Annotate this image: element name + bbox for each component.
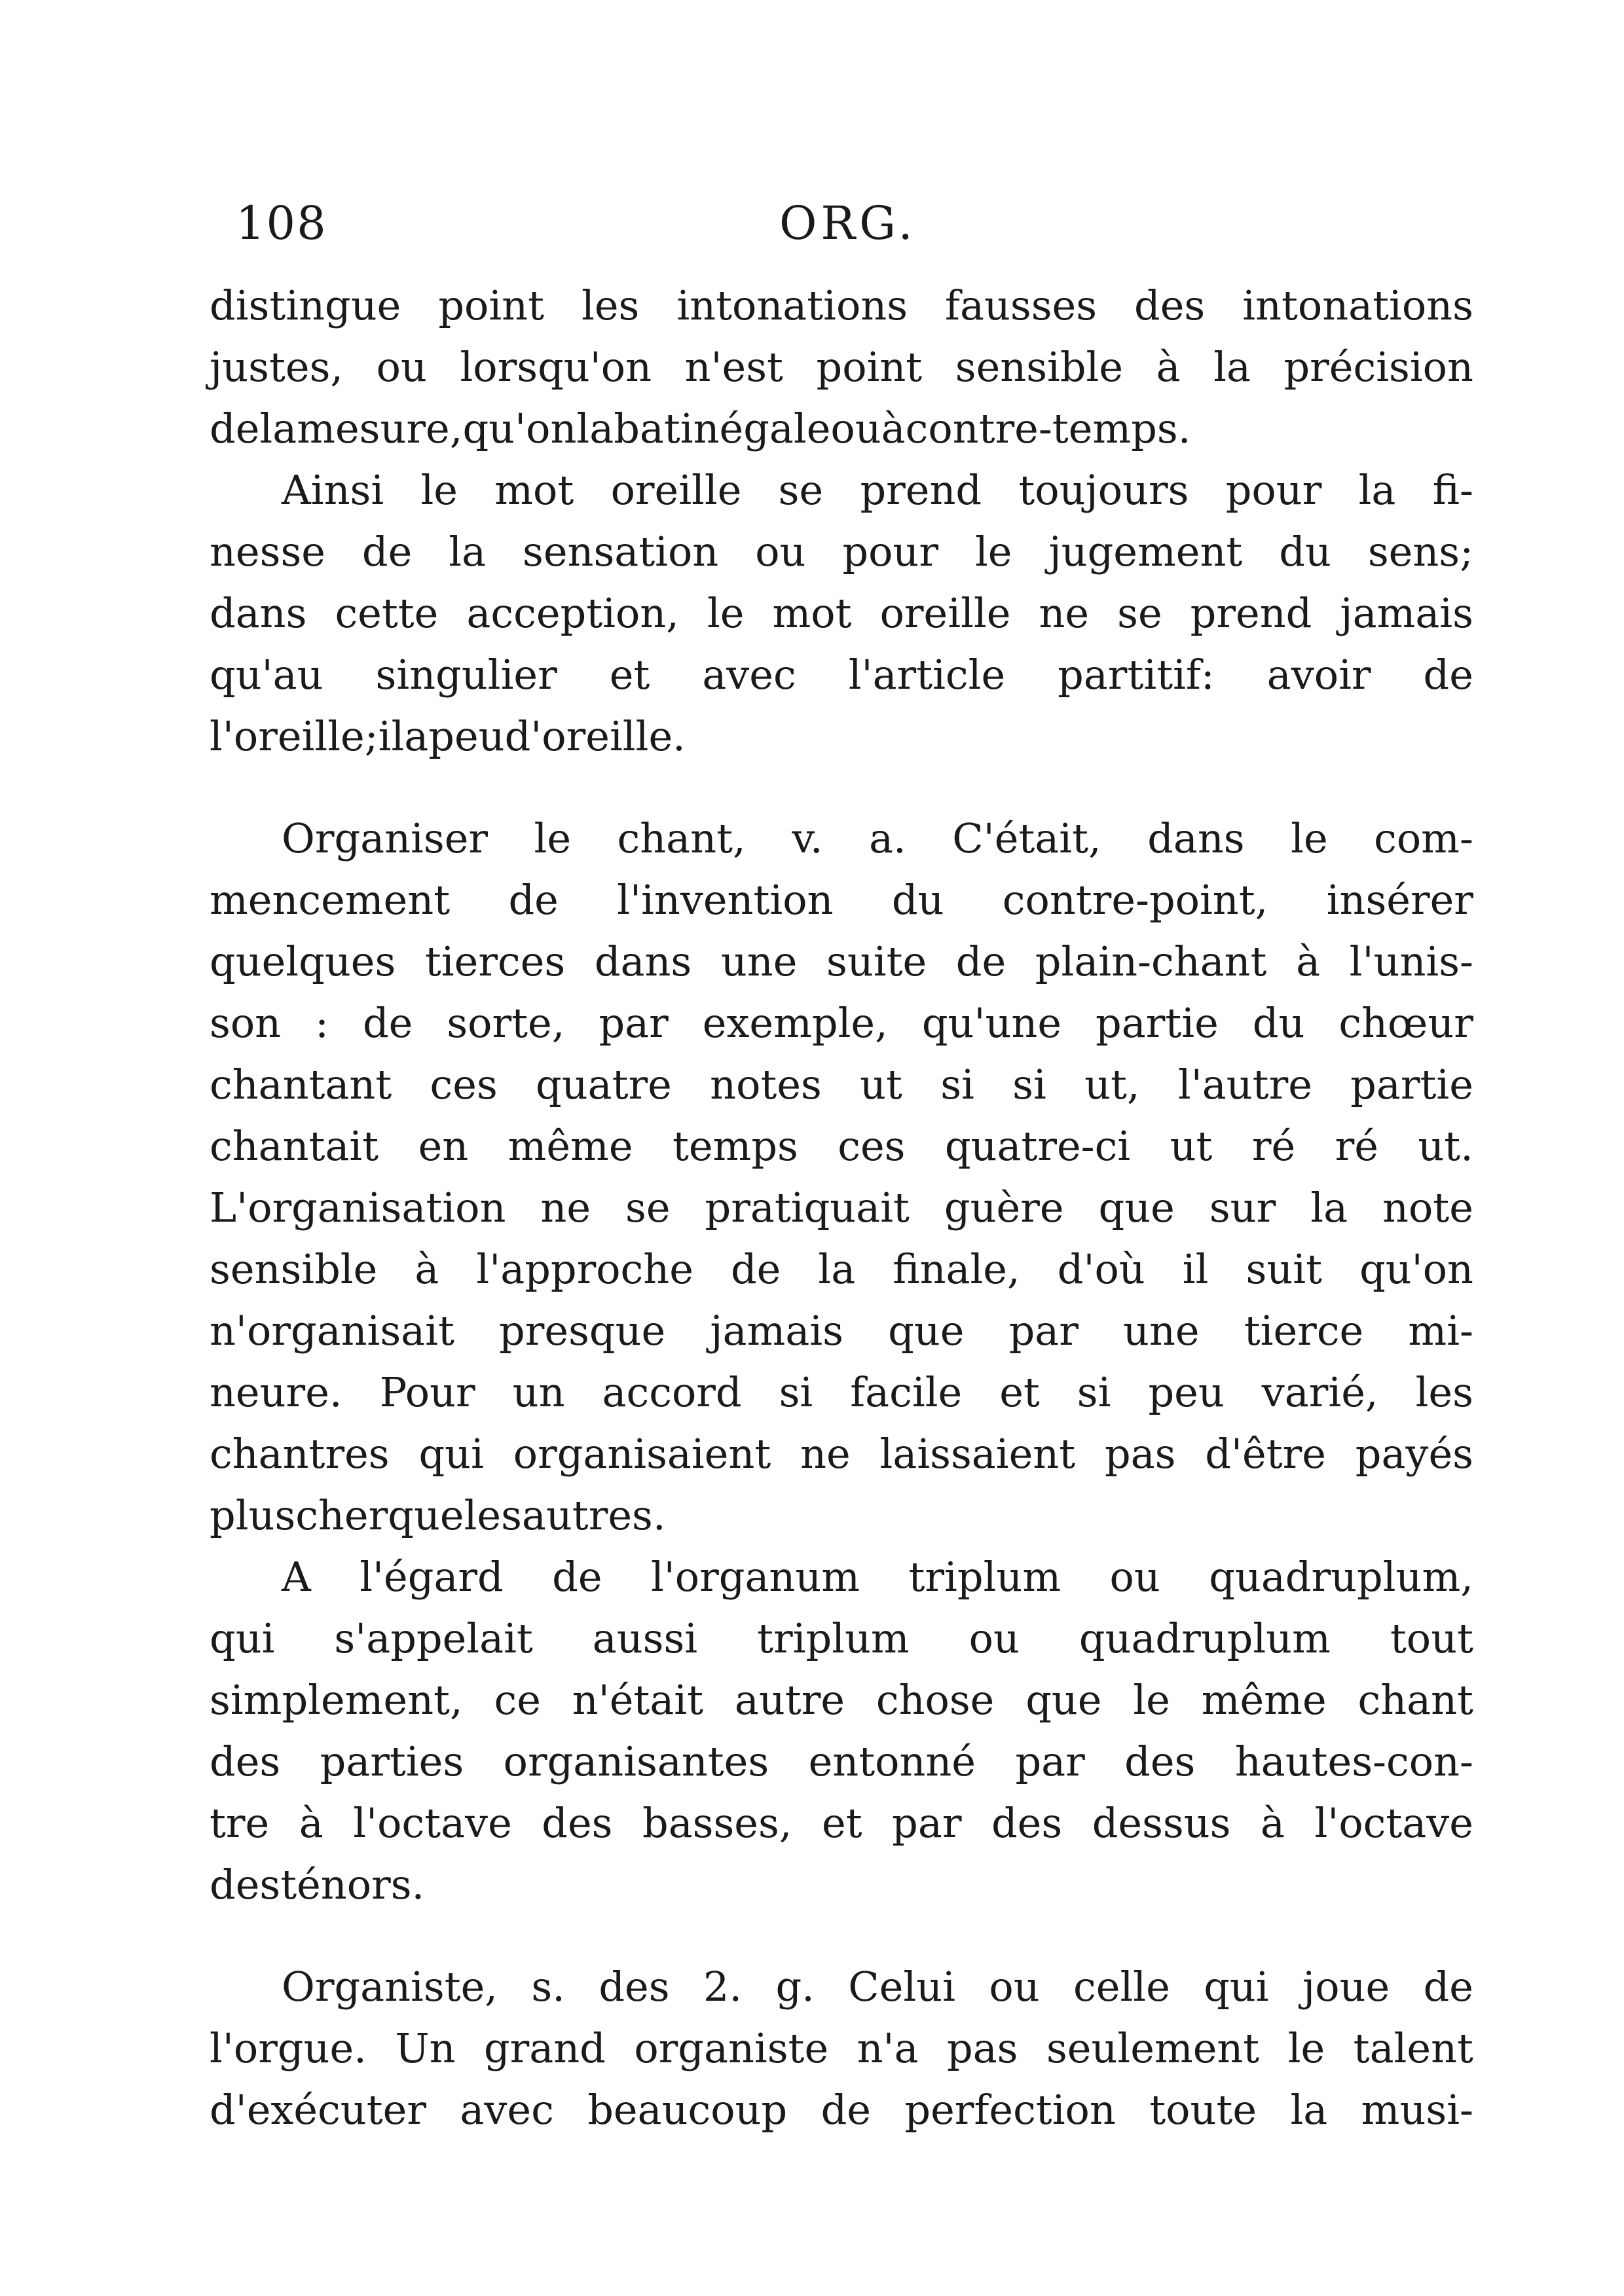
text-line — [210, 398, 1473, 460]
body-text — [210, 275, 1473, 2141]
word: si — [1077, 1368, 1111, 1416]
word: se — [778, 466, 824, 514]
text-line — [210, 1854, 1473, 1916]
word: quelques — [210, 938, 396, 985]
word: jamais — [710, 1307, 843, 1355]
word: la — [1290, 2086, 1328, 2134]
paragraph-oreille — [210, 460, 1473, 767]
word: de — [821, 2086, 871, 2134]
word: ce — [494, 1676, 541, 1724]
word: organisaient — [513, 1430, 771, 1478]
word: Un — [395, 2024, 456, 2072]
word: chantres — [210, 1430, 390, 1478]
word: par — [1008, 1307, 1079, 1355]
word: le — [420, 466, 458, 514]
word: de — [210, 405, 260, 452]
word: L'organisation — [210, 1184, 506, 1231]
word: se — [1117, 589, 1162, 637]
word: grand — [483, 2024, 606, 2072]
word: que — [388, 1491, 464, 1539]
word: à — [881, 405, 906, 452]
word: sensible — [955, 343, 1124, 391]
word: organisantes — [503, 1738, 769, 1785]
word: sensible — [210, 1245, 378, 1293]
word: toute — [1149, 2086, 1257, 2134]
word: qu'au — [210, 651, 323, 699]
word: même — [1201, 1676, 1327, 1724]
word: fi- — [1432, 466, 1473, 514]
word: triplum — [908, 1553, 1061, 1601]
text-line — [210, 1239, 1473, 1300]
word: ut — [860, 1061, 902, 1108]
word: qui — [418, 1430, 484, 1478]
word: l'orgue. — [210, 2024, 367, 2072]
word: ou — [755, 528, 806, 575]
word: d'où — [1057, 1245, 1145, 1293]
word: ces — [430, 1061, 498, 1108]
word: presque — [499, 1307, 666, 1355]
word: ou — [1109, 1553, 1160, 1601]
text-line — [210, 1608, 1473, 1669]
word: si — [940, 1061, 974, 1108]
word: oreille — [879, 589, 1011, 637]
word: suite — [826, 938, 927, 985]
word: Celui — [848, 1963, 955, 2011]
word: tre — [210, 1799, 270, 1847]
word: chose — [876, 1676, 995, 1724]
word: qu'on — [462, 405, 577, 452]
word: acception, — [466, 589, 679, 637]
word: mot — [772, 589, 852, 637]
word: point — [438, 282, 545, 329]
word: temps — [672, 1122, 798, 1170]
word: sens; — [1367, 528, 1473, 575]
word: celle — [1073, 1963, 1170, 2011]
word: autres. — [521, 1491, 666, 1539]
word: toujours — [1018, 466, 1189, 514]
word: par — [1015, 1738, 1085, 1785]
word: sensation — [523, 528, 719, 575]
word: facile — [850, 1368, 963, 1416]
word: et — [999, 1368, 1040, 1416]
word: il — [378, 712, 405, 760]
word: parties — [320, 1738, 464, 1785]
word: et — [822, 1799, 862, 1847]
word: ou — [830, 405, 881, 452]
word: s'appelait — [334, 1614, 533, 1662]
word: l'autre — [1177, 1061, 1312, 1108]
word: Pour — [379, 1368, 475, 1416]
word: neure. — [210, 1368, 342, 1416]
text-line — [210, 1362, 1473, 1423]
word: dans — [1147, 814, 1245, 862]
word: une — [1123, 1307, 1200, 1355]
word: une — [720, 938, 798, 985]
word: du — [1279, 528, 1331, 575]
word: insérer — [1326, 876, 1473, 924]
word: en — [418, 1122, 469, 1170]
word: cette — [335, 589, 439, 637]
word: 2. — [703, 1963, 743, 2011]
word: sur — [1209, 1184, 1276, 1231]
word: ut. — [1418, 1122, 1473, 1170]
word: des — [1134, 282, 1206, 329]
word: autre — [734, 1676, 845, 1724]
word: à — [1296, 938, 1321, 985]
word: mot — [494, 466, 574, 514]
word: tout — [1390, 1614, 1473, 1662]
word: seulement — [1046, 2024, 1260, 2072]
paragraph-continuation — [210, 275, 1473, 460]
word: peu — [1148, 1368, 1225, 1416]
word: des — [542, 1799, 613, 1847]
word: prend — [1190, 589, 1312, 637]
word: intonations — [1242, 282, 1473, 329]
word: la — [576, 405, 614, 452]
word: contre-point, — [1002, 876, 1268, 924]
word: avoir — [1266, 651, 1371, 699]
word: chantant — [210, 1061, 392, 1108]
word: joue — [1302, 1963, 1390, 2011]
word: accord — [602, 1368, 742, 1416]
word: plus — [210, 1491, 296, 1539]
word: de — [552, 1553, 602, 1601]
word: entonné — [808, 1738, 976, 1785]
word: quadruplum — [1079, 1614, 1331, 1662]
word: partitif: — [1058, 651, 1215, 699]
word: si — [779, 1368, 813, 1416]
word: perfection — [904, 2086, 1116, 2134]
word: pas — [947, 2024, 1018, 2072]
entry-organiste — [210, 1956, 1473, 2141]
word: d'oreille. — [504, 712, 686, 760]
text-line — [210, 2018, 1473, 2079]
word: tierce — [1244, 1307, 1364, 1355]
word: sorte, — [447, 999, 565, 1047]
word: qui — [1204, 1963, 1269, 2011]
word: l'invention — [617, 876, 834, 924]
word: peu — [428, 712, 505, 760]
word: payés — [1355, 1430, 1473, 1478]
word: tierces — [424, 938, 566, 985]
word: aussi — [592, 1614, 698, 1662]
word: dans — [210, 589, 307, 637]
word: des — [991, 1799, 1063, 1847]
word: triplum — [757, 1614, 910, 1662]
text-line — [210, 1669, 1473, 1731]
word: de — [1423, 1963, 1473, 2011]
word: les — [581, 282, 640, 329]
word: l'article — [848, 651, 1006, 699]
word: le — [534, 814, 572, 862]
word: des — [210, 1861, 281, 1908]
word: ne — [1039, 589, 1090, 637]
word: Ainsi — [282, 466, 384, 514]
word: C'était, — [952, 814, 1101, 862]
word: l'approche — [476, 1245, 693, 1293]
word: de — [955, 938, 1006, 985]
word: justes, — [210, 343, 344, 391]
word: notes — [710, 1061, 822, 1108]
word: mencement — [210, 876, 451, 924]
word: oreille — [610, 466, 742, 514]
word: simplement, — [210, 1676, 463, 1724]
word: quadruplum, — [1209, 1553, 1473, 1601]
word: même — [507, 1122, 633, 1170]
text-line — [210, 1793, 1473, 1854]
text-line — [210, 1423, 1473, 1485]
word: du — [1252, 999, 1305, 1047]
word: par — [892, 1799, 962, 1847]
word: la — [1358, 466, 1396, 514]
word: a — [404, 712, 429, 760]
text-line — [210, 2079, 1473, 2141]
word: chantait — [210, 1122, 379, 1170]
page-number: 108 — [236, 196, 327, 250]
word: le — [974, 528, 1012, 575]
text-line — [210, 1177, 1473, 1239]
word: contre-temps. — [905, 405, 1191, 452]
word: partie — [1350, 1061, 1473, 1108]
text-line — [210, 1731, 1473, 1793]
word: que — [1098, 1184, 1175, 1231]
word: point — [816, 343, 923, 391]
word: la — [1310, 1184, 1348, 1231]
word: précision — [1283, 343, 1473, 391]
word: l'égard — [360, 1553, 504, 1601]
word: lorsqu'on — [460, 343, 652, 391]
word: que — [888, 1307, 965, 1355]
word: a. — [869, 814, 906, 862]
word: se — [625, 1184, 671, 1231]
word: ne — [540, 1184, 591, 1231]
word: ut — [1170, 1122, 1213, 1170]
word: et — [609, 651, 650, 699]
word: l'octave — [1314, 1799, 1473, 1847]
word: beaucoup — [587, 2086, 788, 2134]
word: le — [1287, 2024, 1325, 2072]
word: n'a — [857, 2024, 919, 2072]
word: jamais — [1340, 589, 1473, 637]
word: dans — [594, 938, 692, 985]
word: chœur — [1338, 999, 1473, 1047]
word: du — [891, 876, 944, 924]
word: intonations — [676, 282, 908, 329]
word: laissaient — [879, 1430, 1076, 1478]
word: l'oreille; — [210, 712, 378, 760]
word: ou — [376, 343, 427, 391]
word: pas — [1104, 1430, 1176, 1478]
running-head: ORG. — [779, 196, 917, 250]
word: si — [1012, 1061, 1046, 1108]
word: que — [1025, 1676, 1102, 1724]
word: la — [449, 528, 487, 575]
word: à — [415, 1245, 439, 1293]
word: guère — [944, 1184, 1064, 1231]
word: avec — [460, 2086, 554, 2134]
word: singulier — [375, 651, 557, 699]
text-line — [210, 644, 1473, 706]
word: qu'on — [1359, 1245, 1473, 1293]
word: de — [362, 999, 413, 1047]
word: exemple, — [702, 999, 888, 1047]
word: ut, — [1084, 1061, 1140, 1108]
word: mesure, — [297, 405, 463, 452]
word: nesse — [210, 528, 325, 575]
word: chant — [1357, 1676, 1473, 1724]
word: des — [599, 1963, 670, 2011]
text-line — [210, 869, 1473, 931]
text-line — [210, 1054, 1473, 1116]
word: n'est — [684, 343, 783, 391]
word: de — [730, 1245, 781, 1293]
text-line — [210, 583, 1473, 644]
word: varié, — [1261, 1368, 1378, 1416]
word: l'octave — [353, 1799, 512, 1847]
word: talent — [1353, 2024, 1473, 2072]
word: la — [259, 405, 297, 452]
word: distingue — [210, 282, 401, 329]
word: pour — [842, 528, 938, 575]
word: A — [282, 1553, 311, 1601]
page-header — [203, 196, 1480, 268]
word: ces — [838, 1122, 906, 1170]
word: la — [1213, 343, 1251, 391]
word: com- — [1374, 814, 1473, 862]
text-line — [210, 1956, 1473, 2018]
word: g. — [775, 1963, 815, 2011]
word: pour — [1225, 466, 1322, 514]
word: il — [1182, 1245, 1209, 1293]
word: ré — [1251, 1122, 1296, 1170]
word: s. — [531, 1963, 565, 2011]
word: ou — [989, 1963, 1040, 2011]
word: quatre-ci — [944, 1122, 1131, 1170]
word: le — [707, 589, 745, 637]
word: : — [315, 999, 329, 1047]
word: n'organisait — [210, 1307, 454, 1355]
text-line — [210, 275, 1473, 337]
word: v. — [792, 814, 823, 862]
text-line — [210, 706, 1473, 767]
word: quatre — [536, 1061, 672, 1108]
word: des — [1124, 1738, 1196, 1785]
word: la — [818, 1245, 856, 1293]
paragraph-organum — [210, 1546, 1473, 1916]
entry-organiser-le-chant — [210, 808, 1473, 1546]
word: son — [210, 999, 282, 1047]
text-line — [210, 337, 1473, 398]
word: d'être — [1205, 1430, 1326, 1478]
word: hautes-con- — [1234, 1738, 1473, 1785]
word: note — [1382, 1184, 1473, 1231]
word: à — [1156, 343, 1181, 391]
word: les — [1415, 1368, 1473, 1416]
text-line — [210, 808, 1473, 869]
word: à — [1260, 1799, 1285, 1847]
word: cher — [295, 1491, 388, 1539]
word: qu'une — [921, 999, 1062, 1047]
word: bat — [614, 405, 680, 452]
text-line — [210, 1300, 1473, 1362]
word: plain-chant — [1035, 938, 1267, 985]
text-line — [210, 1116, 1473, 1177]
word: inégale — [680, 405, 831, 452]
word: organiste — [634, 2024, 829, 2072]
word: suit — [1246, 1245, 1323, 1293]
word: qui — [210, 1614, 275, 1662]
word: le — [1291, 814, 1328, 862]
word: n'était — [572, 1676, 704, 1724]
word: mi- — [1408, 1307, 1473, 1355]
word: avec — [702, 651, 796, 699]
word: un — [512, 1368, 565, 1416]
word: de — [361, 528, 413, 575]
word: ténors. — [280, 1861, 425, 1908]
text-line — [210, 931, 1473, 993]
text-line — [210, 521, 1473, 583]
word: ou — [969, 1614, 1020, 1662]
text-line — [210, 1546, 1473, 1608]
word: le — [1133, 1676, 1170, 1724]
word: fausses — [945, 282, 1098, 329]
text-line — [210, 460, 1473, 521]
word: basses, — [642, 1799, 792, 1847]
word: les — [464, 1491, 522, 1539]
word: chant, — [617, 814, 746, 862]
word: dessus — [1092, 1799, 1231, 1847]
word: pratiquait — [705, 1184, 910, 1231]
word: à — [299, 1799, 323, 1847]
word: l'organum — [650, 1553, 860, 1601]
word: ne — [800, 1430, 851, 1478]
word: de — [1423, 651, 1473, 699]
text-line — [210, 1485, 1473, 1546]
word: Organiste, — [282, 1963, 498, 2011]
word: d'exécuter — [210, 2086, 426, 2134]
word: par — [599, 999, 669, 1047]
word: des — [210, 1738, 281, 1785]
text-line — [210, 993, 1473, 1054]
word: musi- — [1361, 2086, 1473, 2134]
word: prend — [860, 466, 982, 514]
word: finale, — [893, 1245, 1020, 1293]
word: Organiser — [282, 814, 489, 862]
word: partie — [1096, 999, 1219, 1047]
word: l'unis- — [1349, 938, 1473, 985]
word: ré — [1335, 1122, 1378, 1170]
word: de — [508, 876, 559, 924]
word: jugement — [1048, 528, 1243, 575]
